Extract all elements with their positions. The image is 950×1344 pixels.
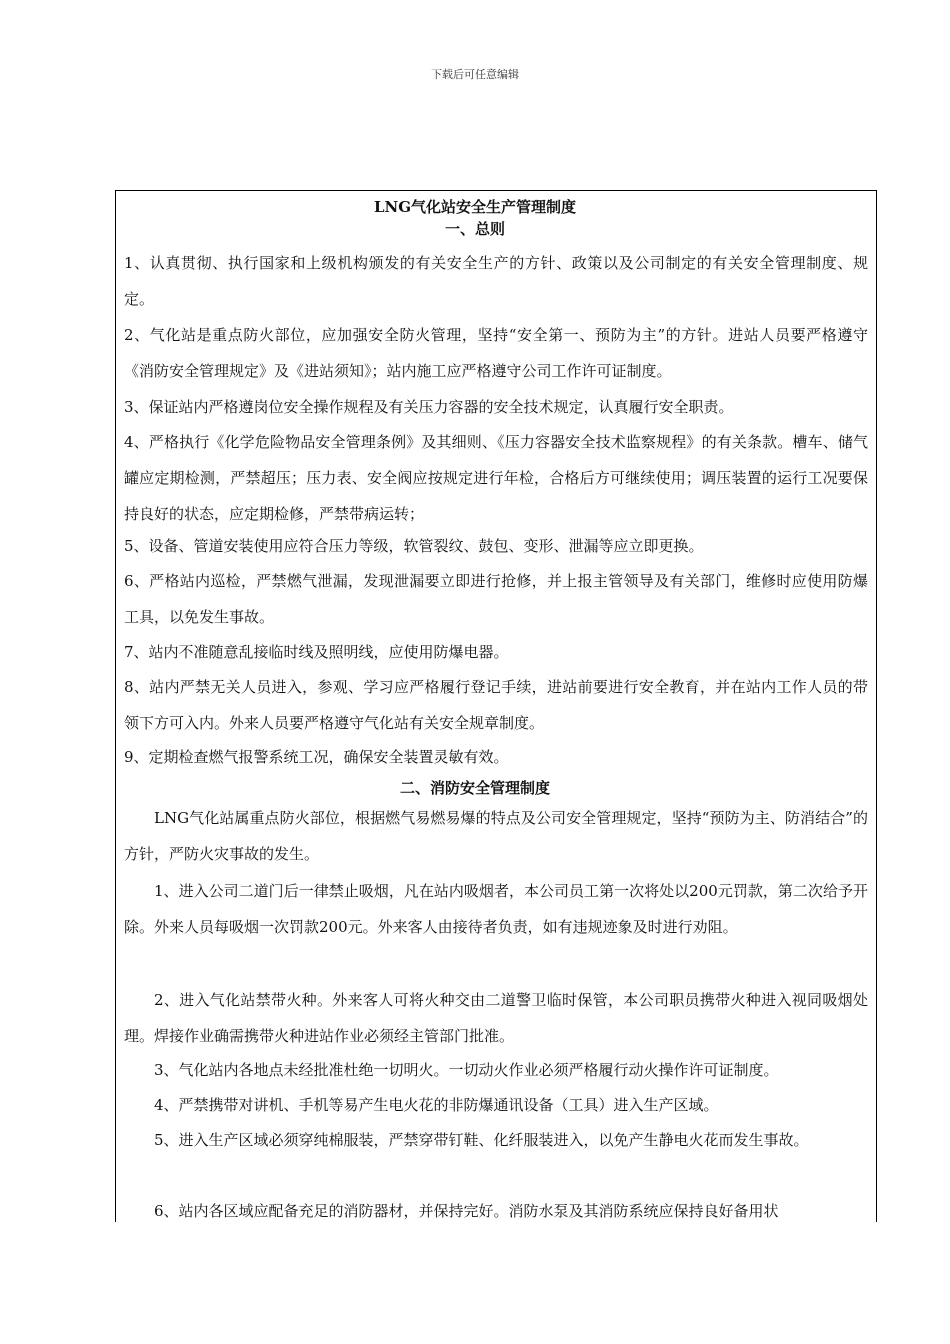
general-item-6: 6、严格站内巡检，严禁燃气泄漏，发现泄漏要立即进行抢修，并上报主管领导及有关部门，维修时应使用防爆工具，以免发生事故。 <box>124 572 868 626</box>
section-heading-fire-safety: 二、消防安全管理制度 <box>399 779 550 797</box>
fire-safety-item-4: 4、严禁携带对讲机、手机等易产生电火花的非防爆通讯设备（工具）进入生产区域。 <box>154 1096 719 1114</box>
general-item-1: 1、认真贯彻、执行国家和上级机构颁发的有关安全生产的方针、政策以及公司制定的有关安全管理制度、规定。 <box>124 254 868 308</box>
document-title: LNG气化站安全生产管理制度 <box>373 198 577 216</box>
general-item-5: 5、设备、管道安装使用应符合压力等级，软管裂纹、鼓包、变形、泄漏等应立即更换。 <box>124 537 704 555</box>
fire-safety-item-1: 1、进入公司二道门后一律禁止吸烟，凡在站内吸烟者，本公司员工第一次将处以200元罚款，第二次给予开除。外来人员每吸烟一次罚款200元。外来客人由接待者负责，如有违规迹象及时进行劝阻。 <box>124 882 868 936</box>
general-item-8: 8、站内严禁无关人员进入，参观、学习应严格履行登记手续，进站前要进行安全教育，并在站内工作人员的带领下方可入内。外来人员要严格遵守气化站有关安全规章制度。 <box>124 678 868 732</box>
header-note: 下载后可任意编辑 <box>431 68 519 81</box>
fire-safety-item-5: 5、进入生产区域必须穿纯棉服装，严禁穿带钉鞋、化纤服装进入，以免产生静电火花而发生事故。 <box>154 1131 809 1149</box>
general-item-7: 7、站内不准随意乱接临时线及照明线，应使用防爆电器。 <box>124 643 509 661</box>
fire-safety-intro: LNG气化站属重点防火部位，根据燃气易燃易爆的特点及公司安全管理规定，坚持“预防为主、防消结合”的方针，严防火灾事故的发生。 <box>124 809 868 863</box>
general-item-4: 4、严格执行《化学危险物品安全管理条例》及其细则、《压力容器安全技术监察规程》的有关条款。槽车、储气罐应定期检测，严禁超压；压力表、安全阀应按规定进行年检，合格后方可继续使用；调压装置的运行工况要保持良好的状态，应定期检修，严禁带病运转； <box>124 433 868 523</box>
section-heading-general: 一、总则 <box>444 220 505 238</box>
fire-safety-item-2: 2、进入气化站禁带火种。外来客人可将火种交由二道警卫临时保管，本公司职员携带火种进入视同吸烟处理。焊接作业确需携带火种进站作业必须经主管部门批准。 <box>124 991 868 1045</box>
general-item-9: 9、定期检查燃气报警系统工况，确保安全装置灵敏有效。 <box>124 748 509 766</box>
fire-safety-item-6: 6、站内各区域应配备充足的消防器材，并保持完好。消防水泵及其消防系统应保持良好备用状 <box>154 1202 779 1220</box>
general-item-3: 3、保证站内严格遵岗位安全操作规程及有关压力容器的安全技术规定，认真履行安全职责。 <box>124 398 734 416</box>
general-item-2: 2、气化站是重点防火部位，应加强安全防火管理，坚持“安全第一、预防为主”的方针。进站人员要严格遵守《消防安全管理规定》及《进站须知》；站内施工应严格遵守公司工作许可证制度。 <box>124 326 868 380</box>
fire-safety-item-3: 3、气化站内各地点未经批准杜绝一切明火。一切动火作业必须严格履行动火操作许可证制度。 <box>154 1061 779 1079</box>
